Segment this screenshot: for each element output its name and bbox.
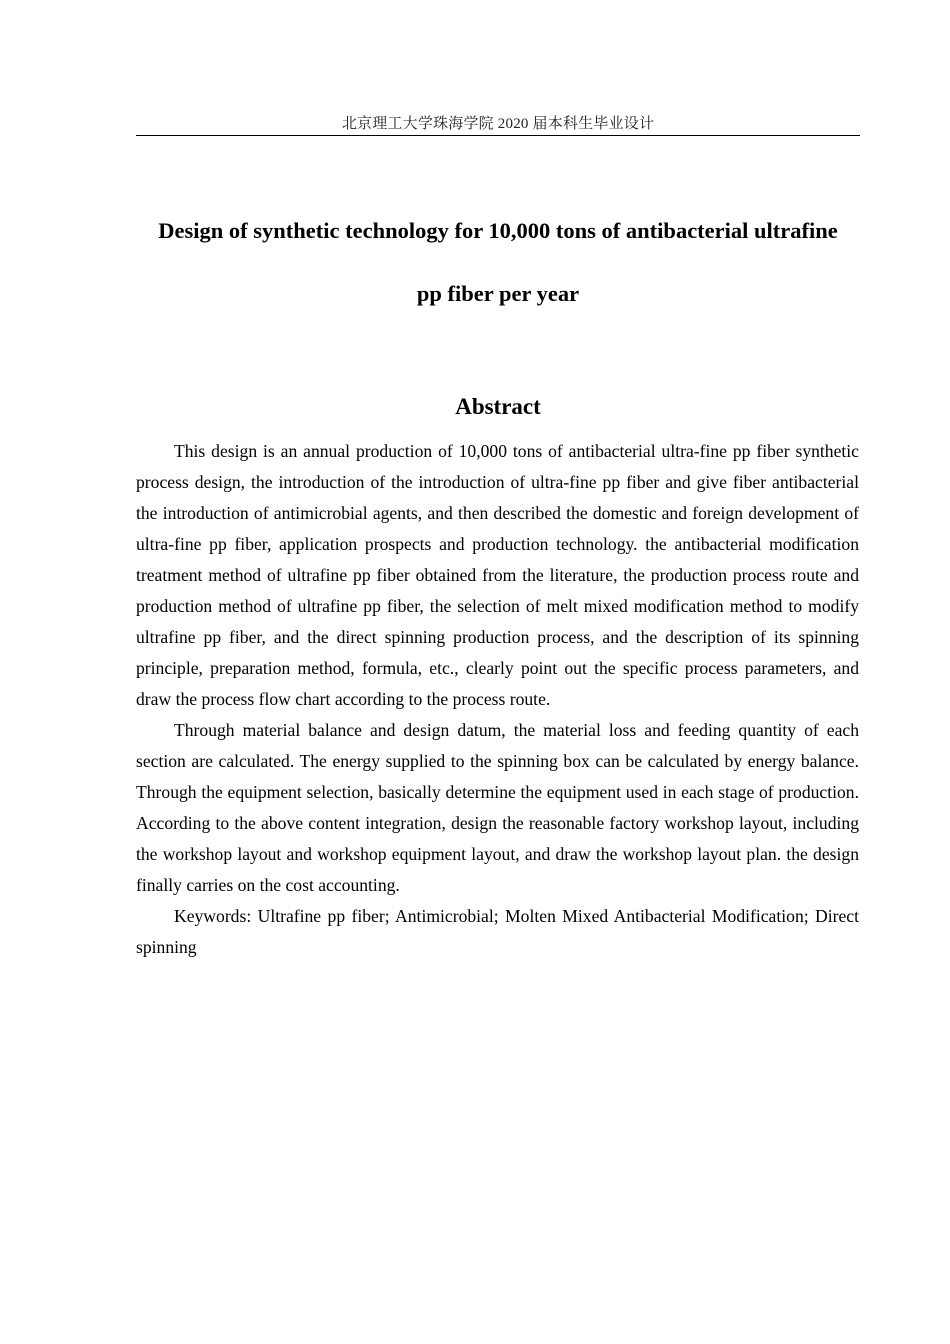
abstract-body [136,436,859,963]
header-rule [136,135,860,136]
running-header: 北京理工大学珠海学院 2020 届本科生毕业设计 [341,116,655,132]
abstract-paragraph-1: This design is an annual production of 10,000 tons of antibacterial ultra-fine pp fiber synthetic process design, the introduction of the introduction of ultra-fine pp fiber and give fiber antibacterial the introduction of antimicrobial agents, and then described the domestic and foreign development of ultra-fine pp fiber, application prospects and production technology. the antibacterial modification treatment method of ultrafine pp fiber obtained from the literature, the production process route and production method of ultrafine pp fiber, the selection of melt mixed modification method to modify ultrafine pp fiber, and the direct spinning production process, and the description of its spinning principle, preparation method, formula, etc., clearly point out the specific process parameters, and draw the process flow chart according to the process route. [136,441,859,709]
title-line-2: pp fiber per year [416,281,580,306]
title-line-1: Design of synthetic technology for 10,000 tons of antibacterial ultrafine [158,218,838,243]
keywords-paragraph: Keywords: Ultrafine pp fiber; Antimicrobial; Molten Mixed Antibacterial Modification; Direct spinning [136,906,859,957]
abstract-paragraph-2: Through material balance and design datum, the material loss and feeding quantity of each section are calculated. The energy supplied to the spinning box can be calculated by energy balance. Through the equipment selection, basically determine the equipment used in each stage of production. According to the above content integration, design the reasonable factory workshop layout, including the workshop layout and workshop equipment layout, and draw the workshop layout plan. the design finally carries on the cost accounting. [136,720,859,895]
abstract-heading: Abstract [455,394,541,419]
